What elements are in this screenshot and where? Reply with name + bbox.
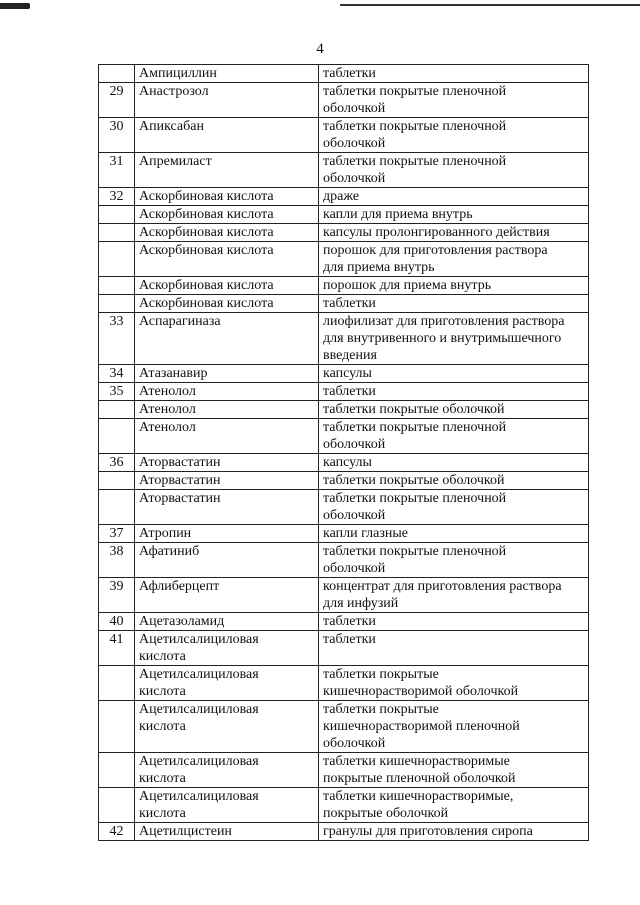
drug-name-cell: Апиксабан bbox=[135, 118, 319, 153]
table-row bbox=[99, 383, 589, 401]
header-rule bbox=[340, 4, 640, 6]
table-row bbox=[99, 701, 589, 753]
table-row bbox=[99, 365, 589, 383]
dosage-form-cell: концентрат для приготовления раствора для инфузий bbox=[319, 578, 589, 613]
dosage-form-cell: таблетки покрытые пленочной оболочкой bbox=[319, 153, 589, 188]
dosage-form-cell: таблетки bbox=[319, 613, 589, 631]
row-number-cell bbox=[99, 701, 135, 753]
table-row bbox=[99, 578, 589, 613]
dosage-form-cell: порошок для приготовления раствора для приема внутрь bbox=[319, 242, 589, 277]
row-number-cell bbox=[99, 753, 135, 788]
dosage-form-cell: лиофилизат для приготовления раствора для внутривенного и внутримышечного введения bbox=[319, 313, 589, 365]
dosage-form-cell: драже bbox=[319, 188, 589, 206]
table-row bbox=[99, 118, 589, 153]
table-row bbox=[99, 65, 589, 83]
row-number-cell: 32 bbox=[99, 188, 135, 206]
drug-name-cell: Аскорбиновая кислота bbox=[135, 188, 319, 206]
row-number-cell: 39 bbox=[99, 578, 135, 613]
table-row bbox=[99, 631, 589, 666]
dosage-form-cell: таблетки кишечнорастворимые покрытые пленочной оболочкой bbox=[319, 753, 589, 788]
drug-name-cell: Аторвастатин bbox=[135, 472, 319, 490]
dosage-form-cell: капсулы bbox=[319, 365, 589, 383]
row-number-cell bbox=[99, 242, 135, 277]
dosage-form-cell: таблетки кишечнорастворимые, покрытые оболочкой bbox=[319, 788, 589, 823]
row-number-cell: 35 bbox=[99, 383, 135, 401]
table-row bbox=[99, 823, 589, 841]
dosage-form-cell: таблетки покрытые пленочной оболочкой bbox=[319, 118, 589, 153]
dosage-form-cell: таблетки покрытые пленочной оболочкой bbox=[319, 543, 589, 578]
drug-name-cell: Ампициллин bbox=[135, 65, 319, 83]
table-row bbox=[99, 454, 589, 472]
row-number-cell: 34 bbox=[99, 365, 135, 383]
table-row bbox=[99, 753, 589, 788]
row-number-cell bbox=[99, 65, 135, 83]
drug-name-cell: Аторвастатин bbox=[135, 454, 319, 472]
drug-name-cell: Ацетилсалициловая кислота bbox=[135, 666, 319, 701]
drug-name-cell: Атенолол bbox=[135, 419, 319, 454]
dosage-form-cell: таблетки покрытые оболочкой bbox=[319, 472, 589, 490]
table-row bbox=[99, 666, 589, 701]
drug-name-cell: Аскорбиновая кислота bbox=[135, 295, 319, 313]
dosage-form-cell: таблетки bbox=[319, 65, 589, 83]
drug-name-cell: Аскорбиновая кислота bbox=[135, 224, 319, 242]
table-row bbox=[99, 472, 589, 490]
drug-name-cell: Атенолол bbox=[135, 401, 319, 419]
table-row bbox=[99, 242, 589, 277]
drug-name-cell: Ацетилсалициловая кислота bbox=[135, 753, 319, 788]
row-number-cell: 30 bbox=[99, 118, 135, 153]
row-number-cell bbox=[99, 206, 135, 224]
dosage-form-cell: таблетки покрытые кишечнорастворимой оболочкой bbox=[319, 666, 589, 701]
drug-name-cell: Аскорбиновая кислота bbox=[135, 242, 319, 277]
table-row bbox=[99, 788, 589, 823]
table-row bbox=[99, 419, 589, 454]
dosage-form-cell: таблетки покрытые оболочкой bbox=[319, 401, 589, 419]
table-row bbox=[99, 224, 589, 242]
table-row bbox=[99, 525, 589, 543]
table-row bbox=[99, 83, 589, 118]
drug-name-cell: Аскорбиновая кислота bbox=[135, 206, 319, 224]
row-number-cell bbox=[99, 295, 135, 313]
table-row bbox=[99, 295, 589, 313]
drug-name-cell: Аспарагиназа bbox=[135, 313, 319, 365]
table-row bbox=[99, 401, 589, 419]
row-number-cell: 40 bbox=[99, 613, 135, 631]
dosage-form-cell: таблетки bbox=[319, 295, 589, 313]
page-number: 4 bbox=[316, 41, 324, 57]
dosage-form-cell: таблетки bbox=[319, 631, 589, 666]
drug-name-cell: Аторвастатин bbox=[135, 490, 319, 525]
row-number-cell bbox=[99, 666, 135, 701]
table-row bbox=[99, 613, 589, 631]
dosage-form-cell: капли для приема внутрь bbox=[319, 206, 589, 224]
row-number-cell: 42 bbox=[99, 823, 135, 841]
drug-name-cell: Афлиберцепт bbox=[135, 578, 319, 613]
row-number-cell bbox=[99, 419, 135, 454]
row-number-cell bbox=[99, 401, 135, 419]
drug-name-cell: Атропин bbox=[135, 525, 319, 543]
drug-name-cell: Ацетилцистеин bbox=[135, 823, 319, 841]
scan-artifact-left bbox=[0, 3, 30, 9]
drug-name-cell: Афатиниб bbox=[135, 543, 319, 578]
row-number-cell: 37 bbox=[99, 525, 135, 543]
medication-table bbox=[98, 64, 589, 841]
row-number-cell bbox=[99, 224, 135, 242]
drug-name-cell: Анастрозол bbox=[135, 83, 319, 118]
drug-name-cell: Атазанавир bbox=[135, 365, 319, 383]
drug-name-cell: Апремиласт bbox=[135, 153, 319, 188]
dosage-form-cell: таблетки bbox=[319, 383, 589, 401]
row-number-cell: 36 bbox=[99, 454, 135, 472]
drug-name-cell: Ацетилсалициловая кислота bbox=[135, 788, 319, 823]
dosage-form-cell: таблетки покрытые кишечнорастворимой пленочной оболочкой bbox=[319, 701, 589, 753]
table-row bbox=[99, 206, 589, 224]
drug-name-cell: Ацетилсалициловая кислота bbox=[135, 701, 319, 753]
drug-name-cell: Ацетилсалициловая кислота bbox=[135, 631, 319, 666]
table-row bbox=[99, 543, 589, 578]
row-number-cell: 38 bbox=[99, 543, 135, 578]
dosage-form-cell: таблетки покрытые пленочной оболочкой bbox=[319, 83, 589, 118]
dosage-form-cell: капсулы пролонгированного действия bbox=[319, 224, 589, 242]
row-number-cell bbox=[99, 490, 135, 525]
row-number-cell: 33 bbox=[99, 313, 135, 365]
dosage-form-cell: таблетки покрытые пленочной оболочкой bbox=[319, 419, 589, 454]
row-number-cell bbox=[99, 788, 135, 823]
drug-name-cell: Атенолол bbox=[135, 383, 319, 401]
row-number-cell: 41 bbox=[99, 631, 135, 666]
row-number-cell bbox=[99, 277, 135, 295]
dosage-form-cell: таблетки покрытые пленочной оболочкой bbox=[319, 490, 589, 525]
drug-name-cell: Ацетазоламид bbox=[135, 613, 319, 631]
dosage-form-cell: порошок для приема внутрь bbox=[319, 277, 589, 295]
table-row bbox=[99, 277, 589, 295]
medication-table-body bbox=[99, 65, 589, 841]
table-row bbox=[99, 153, 589, 188]
table-row bbox=[99, 490, 589, 525]
row-number-cell bbox=[99, 472, 135, 490]
dosage-form-cell: капли глазные bbox=[319, 525, 589, 543]
table-row bbox=[99, 188, 589, 206]
dosage-form-cell: гранулы для приготовления сиропа bbox=[319, 823, 589, 841]
dosage-form-cell: капсулы bbox=[319, 454, 589, 472]
table-row bbox=[99, 313, 589, 365]
row-number-cell: 31 bbox=[99, 153, 135, 188]
row-number-cell: 29 bbox=[99, 83, 135, 118]
drug-name-cell: Аскорбиновая кислота bbox=[135, 277, 319, 295]
